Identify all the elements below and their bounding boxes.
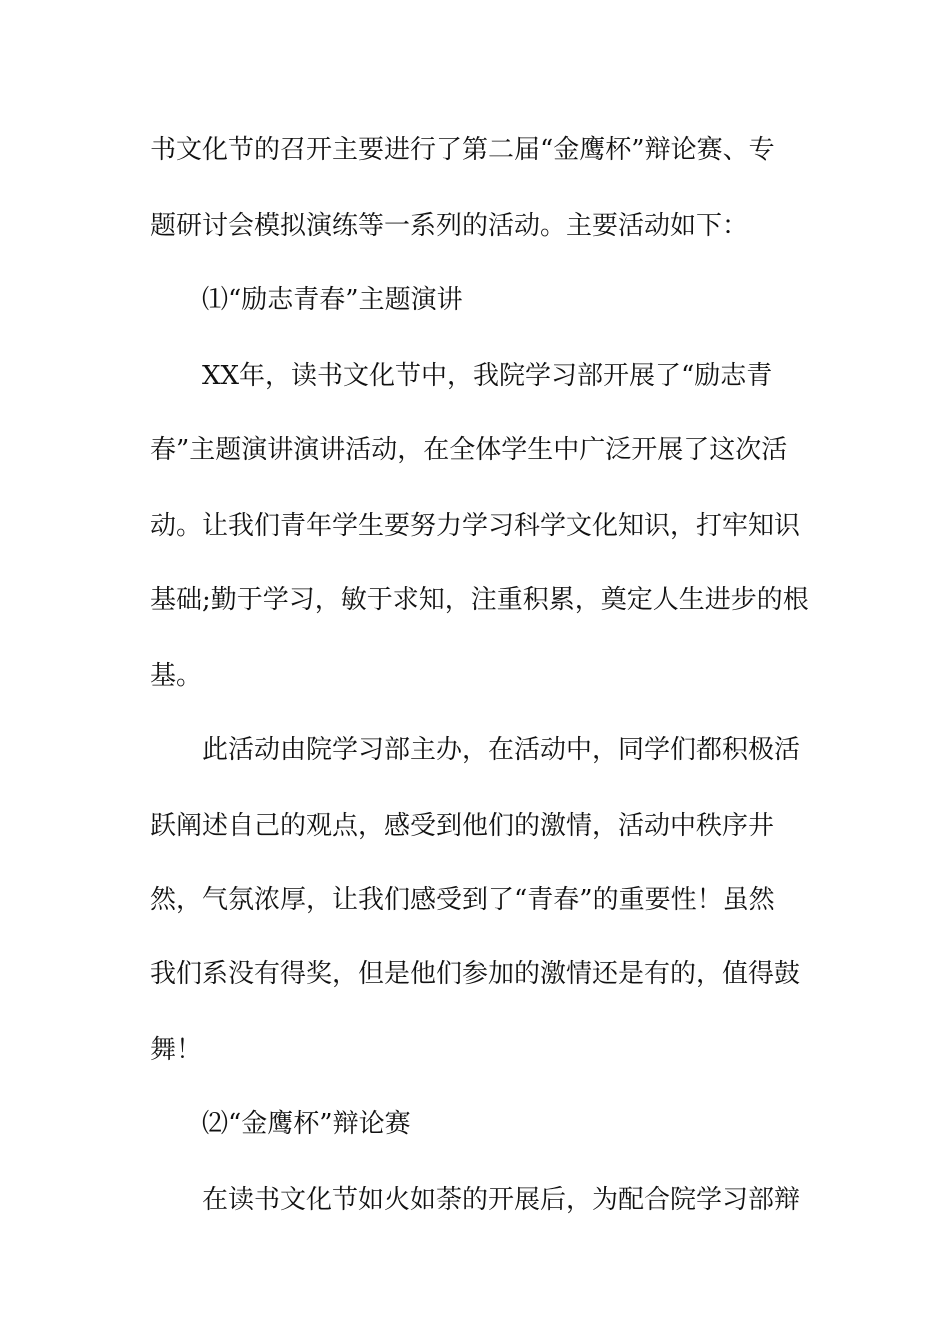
body-text-line: 题研讨会模拟演练等一系列的活动。主要活动如下： bbox=[150, 211, 749, 241]
body-text-line: 动。让我们青年学生要努力学习科学文化知识，打牢知识 bbox=[150, 511, 801, 541]
body-text-line: 书文化节的召开主要进行了第二届“金鹰杯”辩论赛、专 bbox=[150, 135, 775, 165]
body-text-line: 基础;勤于学习，敏于求知，注重积累，奠定人生进步的根 bbox=[150, 585, 809, 615]
body-text-line: 我们系没有得奖，但是他们参加的激情还是有的，值得鼓 bbox=[150, 959, 801, 989]
body-text-line: 此活动由院学习部主办，在活动中，同学们都积极活 bbox=[202, 735, 801, 765]
body-text-line: XX年，读书文化节中，我院学习部开展了“励志青 bbox=[202, 361, 773, 391]
body-text-line: 基。 bbox=[150, 661, 203, 691]
body-text-line: 跃阐述自己的观点，感受到他们的激情，活动中秩序井 bbox=[150, 811, 775, 841]
body-text-line: 然，气氛浓厚，让我们感受到了“青春”的重要性！虽然 bbox=[150, 885, 775, 915]
body-text-line: 在读书文化节如火如荼的开展后，为配合院学习部辩 bbox=[202, 1185, 801, 1215]
section-heading: ⑴“励志青春”主题演讲 bbox=[202, 285, 463, 315]
body-text-line: 舞！ bbox=[150, 1035, 203, 1065]
section-heading: ⑵“金鹰杯”辩论赛 bbox=[202, 1109, 411, 1139]
body-text-line: 春”主题演讲演讲活动，在全体学生中广泛开展了这次活 bbox=[150, 435, 788, 465]
